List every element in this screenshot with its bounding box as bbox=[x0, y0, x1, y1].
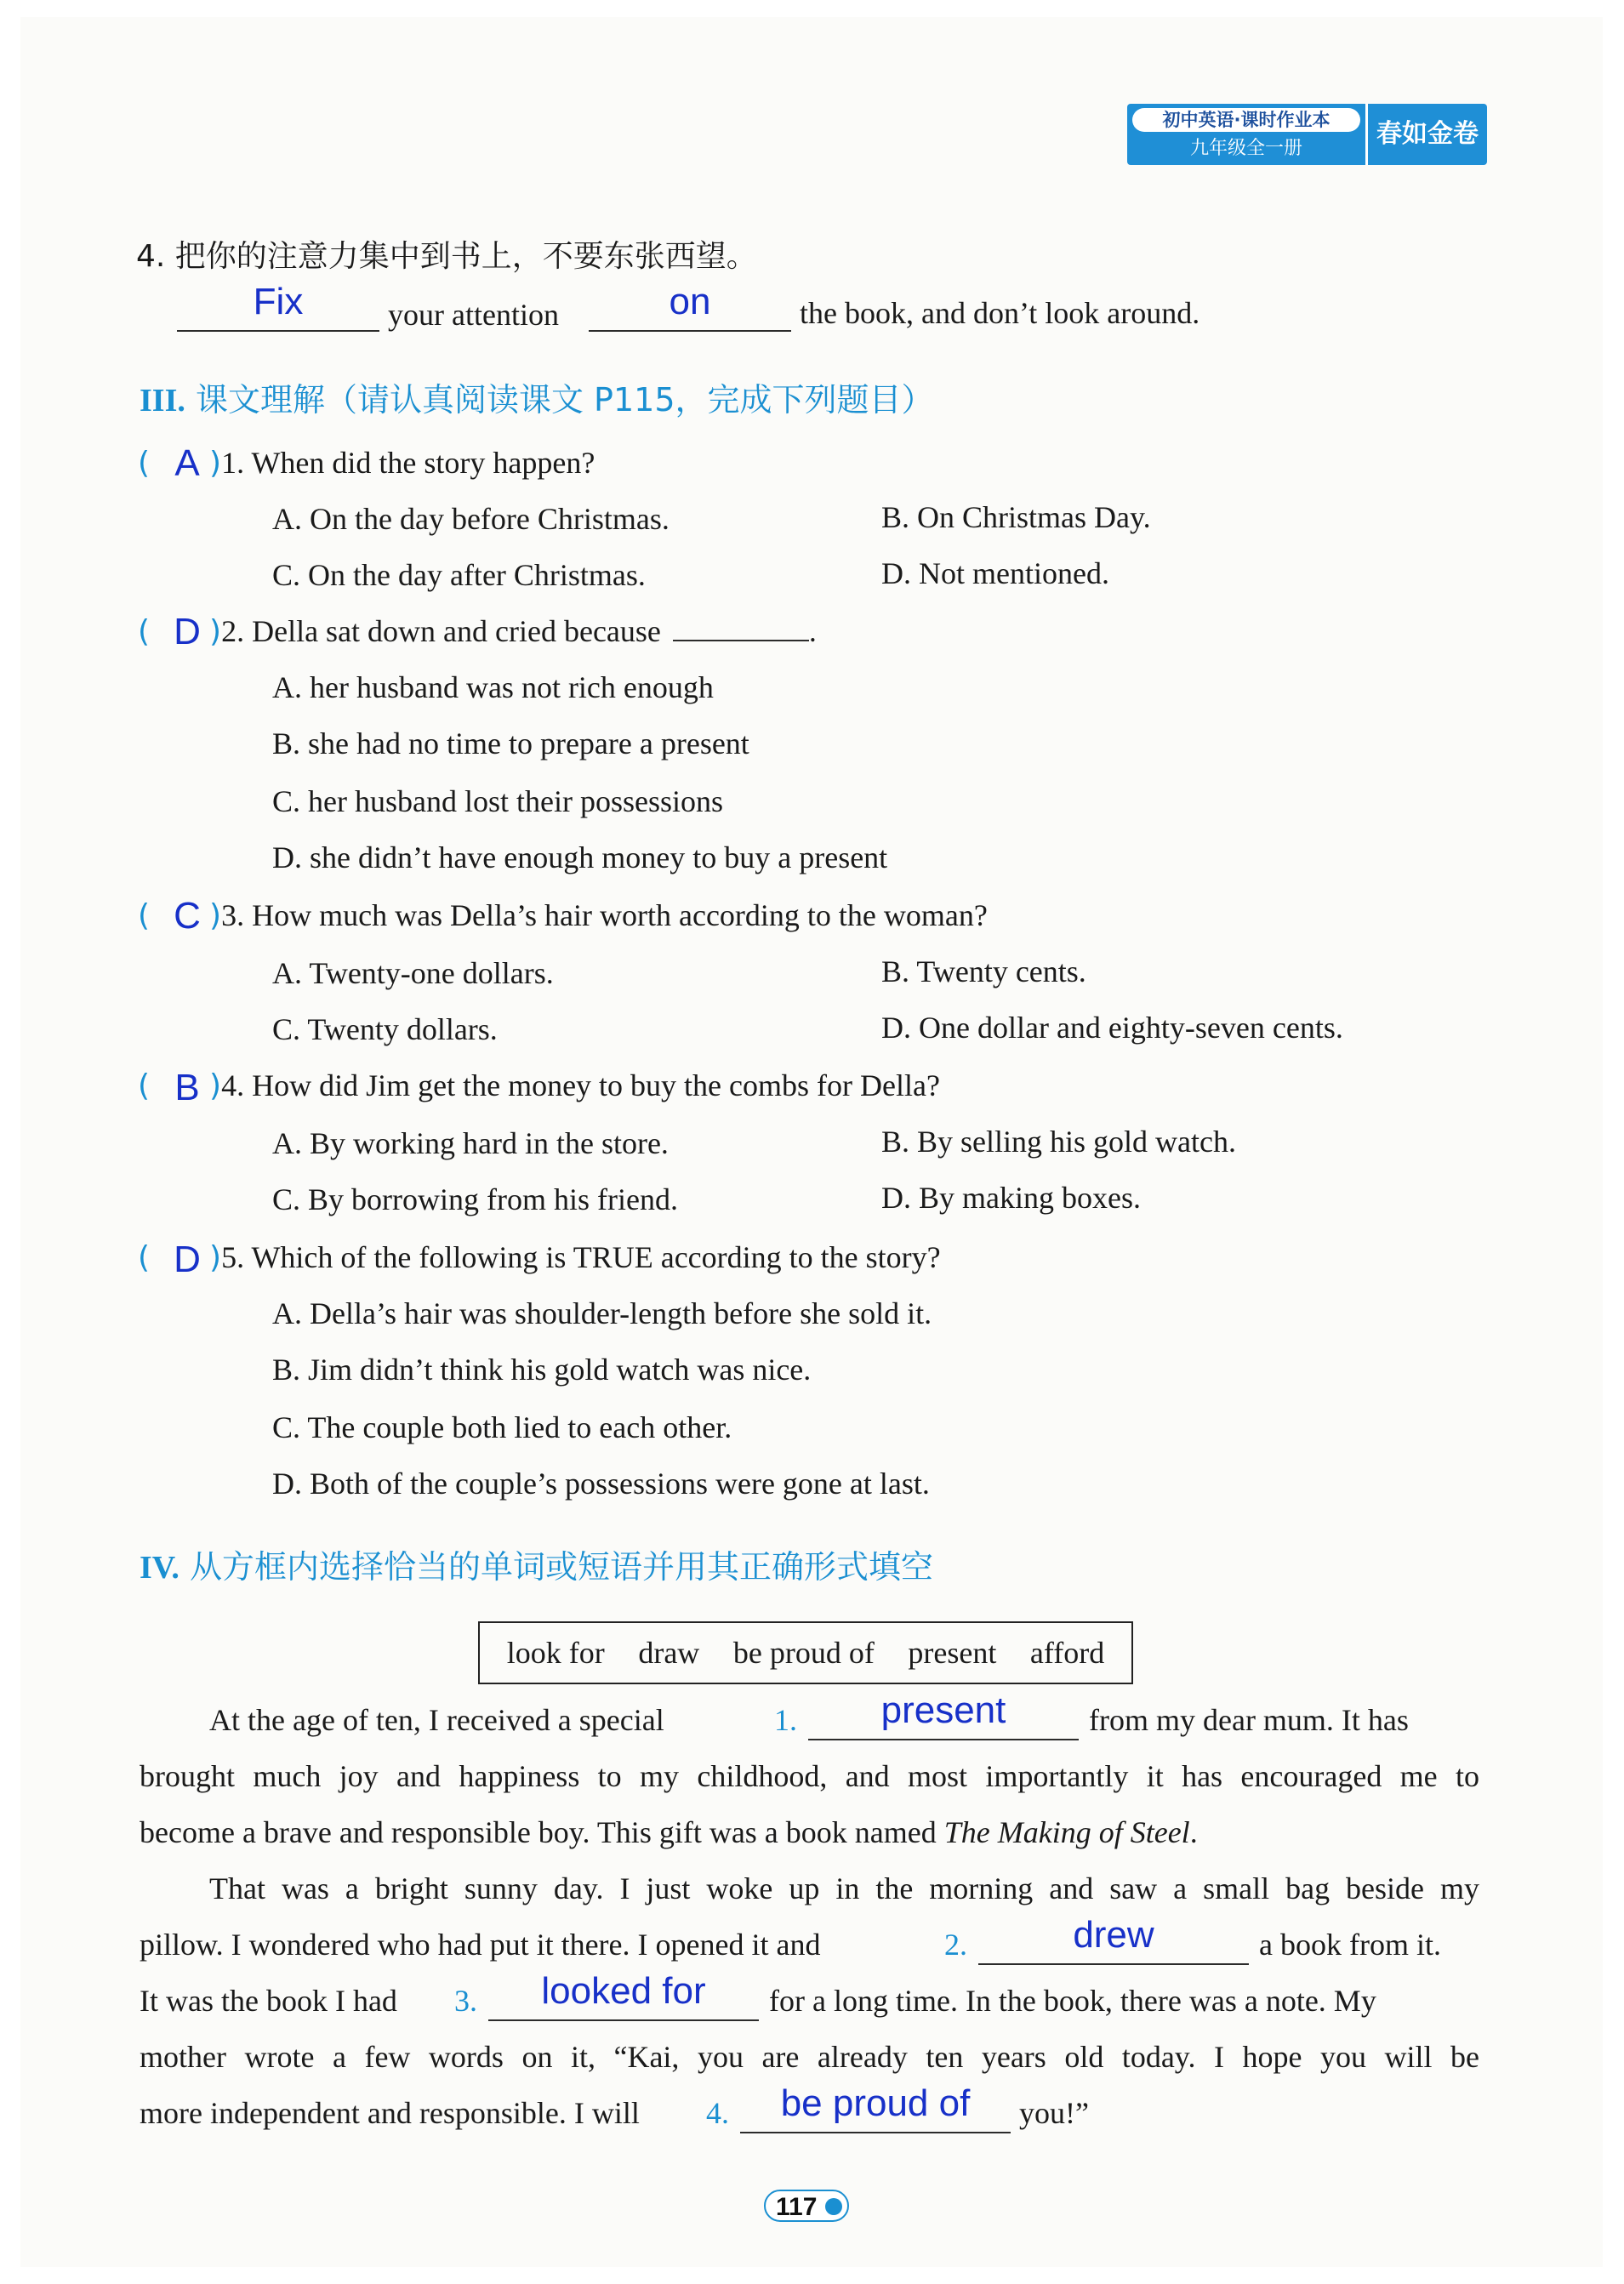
blank-1-answer: present bbox=[880, 1689, 1006, 1731]
question-1-answer: A bbox=[174, 442, 200, 484]
option: C. By borrowing from his friend. bbox=[272, 1182, 678, 1216]
word-box-item: be proud of bbox=[732, 1636, 875, 1670]
item4-text-2: the book, and don’t look around. bbox=[800, 296, 1200, 330]
option: A. her husband was not rich enough bbox=[272, 670, 714, 704]
item4-answer-2: on bbox=[669, 281, 711, 322]
blank-3-number: 3. bbox=[454, 1984, 477, 2018]
option: C. Twenty dollars. bbox=[272, 1012, 498, 1046]
option: D. One dollar and eighty-seven cents. bbox=[881, 1011, 1343, 1045]
page-number bbox=[764, 2190, 849, 2222]
paren-open: ( bbox=[138, 1068, 151, 1103]
question-5-answer: D bbox=[174, 1239, 201, 1280]
question-4-stem: 4. How did Jim get the money to buy the combs for Della? bbox=[221, 1068, 940, 1102]
section-4-heading: 从方框内选择恰当的单词或短语并用其正确形式填空 bbox=[189, 1548, 933, 1586]
question-3-answer: C bbox=[174, 895, 201, 937]
p2-line2-before: pillow. I wondered who had put it there. I opened it and bbox=[140, 1928, 821, 1962]
option: D. she didn’t have enough money to buy a present bbox=[272, 840, 888, 874]
question-5 bbox=[138, 1239, 941, 1277]
question-2-stem: 2. Della sat down and cried because bbox=[221, 614, 661, 648]
blank-4-number: 4. bbox=[706, 2096, 729, 2130]
option: B. On Christmas Day. bbox=[881, 500, 1151, 534]
blank-2-number: 2. bbox=[944, 1928, 967, 1962]
paren-close: ) bbox=[209, 446, 222, 481]
section-3-number: III. bbox=[140, 383, 185, 419]
p2-line1: That was a bright sunny day. I just woke up in the morning and saw a small bag beside my bbox=[209, 1871, 1479, 1905]
p2-line3-before: It was the book I had bbox=[140, 1984, 397, 2018]
question-1-stem: 1. When did the story happen? bbox=[221, 446, 595, 480]
paren-open: ( bbox=[138, 446, 151, 481]
item4-blank-2 bbox=[589, 330, 791, 332]
section-3-title bbox=[140, 379, 934, 421]
paren-open: ( bbox=[138, 614, 151, 649]
p2-line3-after: for a long time. In the book, there was a note. My bbox=[769, 1984, 1376, 2018]
p1-line2: brought much joy and happiness to my childhood, and most importantly it has encouraged me to bbox=[140, 1759, 1479, 1793]
option: C. her husband lost their possessions bbox=[272, 784, 723, 818]
question-3-stem: 3. How much was Della’s hair worth according to the woman? bbox=[221, 898, 988, 932]
blank-1 bbox=[808, 1739, 1079, 1740]
paren-close: ) bbox=[209, 898, 222, 933]
option: D. By making boxes. bbox=[881, 1181, 1141, 1215]
paren-close: ) bbox=[209, 1240, 222, 1275]
option: A. By working hard in the store. bbox=[272, 1126, 669, 1160]
book-title-italic: The Making of Steel bbox=[943, 1815, 1190, 1849]
option: D. Not mentioned. bbox=[881, 556, 1109, 590]
question-2-stem-end: . bbox=[808, 614, 817, 648]
page-number-text: 117 bbox=[776, 2193, 818, 2221]
option: B. Twenty cents. bbox=[881, 954, 1086, 988]
word-box-item: afford bbox=[1029, 1636, 1105, 1670]
header-banner bbox=[1127, 104, 1365, 165]
book-header bbox=[1127, 104, 1487, 165]
section-4-title bbox=[140, 1546, 933, 1588]
option: A. Della’s hair was shoulder-length before she sold it. bbox=[272, 1296, 932, 1330]
blank-4 bbox=[740, 2132, 1011, 2133]
blank-4-answer: be proud of bbox=[780, 2082, 971, 2124]
item4-answer-1: Fix bbox=[253, 281, 304, 322]
option: B. she had no time to prepare a present bbox=[272, 726, 749, 760]
grade-label: 九年级全一册 bbox=[1189, 138, 1302, 159]
question-4-answer: B bbox=[174, 1067, 200, 1108]
paren-close: ) bbox=[209, 1068, 222, 1103]
item4-prompt: 4. 把你的注意力集中到书上，不要东张西望。 bbox=[136, 239, 757, 274]
question-2 bbox=[138, 612, 817, 651]
blank-3 bbox=[488, 2019, 759, 2021]
blank-2-answer: drew bbox=[1073, 1914, 1154, 1956]
paren-open: ( bbox=[138, 1240, 151, 1275]
option: C. The couple both lied to each other. bbox=[272, 1410, 732, 1444]
p1-line3 bbox=[140, 1814, 1198, 1851]
word-box-item: look for bbox=[506, 1636, 605, 1670]
question-2-answer: D bbox=[174, 611, 201, 652]
option: C. On the day after Christmas. bbox=[272, 558, 646, 592]
option: D. Both of the couple’s possessions were gone at last. bbox=[272, 1467, 930, 1501]
blank-1-number: 1. bbox=[774, 1703, 797, 1737]
word-box bbox=[478, 1621, 1133, 1684]
p1-line1-after: from my dear mum. It has bbox=[1089, 1703, 1409, 1737]
question-5-stem: 5. Which of the following is TRUE according to the story? bbox=[221, 1240, 941, 1274]
blank-2 bbox=[978, 1963, 1249, 1965]
item4-blank-1 bbox=[177, 330, 379, 332]
p1-line1-before: At the age of ten, I received a special bbox=[209, 1703, 664, 1737]
question-2-blank bbox=[673, 614, 809, 641]
word-box-item: draw bbox=[638, 1636, 700, 1670]
p2-line5-after: you!” bbox=[1019, 2096, 1089, 2130]
p2-line4: mother wrote a few words on it, “Kai, you are already ten years old today. I hope you will be bbox=[140, 2040, 1479, 2074]
option: B. By selling his gold watch. bbox=[881, 1125, 1236, 1159]
option: B. Jim didn’t think his gold watch was nice. bbox=[272, 1353, 812, 1387]
blank-3-answer: looked for bbox=[541, 1970, 706, 2012]
word-box-item: present bbox=[908, 1636, 997, 1670]
brand-logo: 春如金卷 bbox=[1365, 104, 1487, 165]
book-title: 初中英语·课时作业本 bbox=[1132, 108, 1360, 132]
p1-line3-end: . bbox=[1189, 1815, 1198, 1849]
item4-text-1: your attention bbox=[388, 298, 559, 332]
question-4 bbox=[138, 1067, 940, 1105]
p2-line5-before: more independent and responsible. I will bbox=[140, 2096, 640, 2130]
p2-line2-after: a book from it. bbox=[1259, 1928, 1441, 1962]
paren-open: ( bbox=[138, 898, 151, 933]
question-3 bbox=[138, 897, 988, 935]
section-4-number: IV. bbox=[140, 1550, 179, 1586]
p1-line3-before: become a brave and responsible boy. This gift was a book named bbox=[140, 1815, 937, 1849]
page-dot-icon bbox=[825, 2198, 842, 2215]
option: A. On the day before Christmas. bbox=[272, 502, 670, 536]
section-3-heading: 课文理解（请认真阅读课文 P115，完成下列题目） bbox=[195, 381, 934, 419]
option: A. Twenty-one dollars. bbox=[272, 956, 554, 990]
paren-close: ) bbox=[209, 614, 222, 649]
